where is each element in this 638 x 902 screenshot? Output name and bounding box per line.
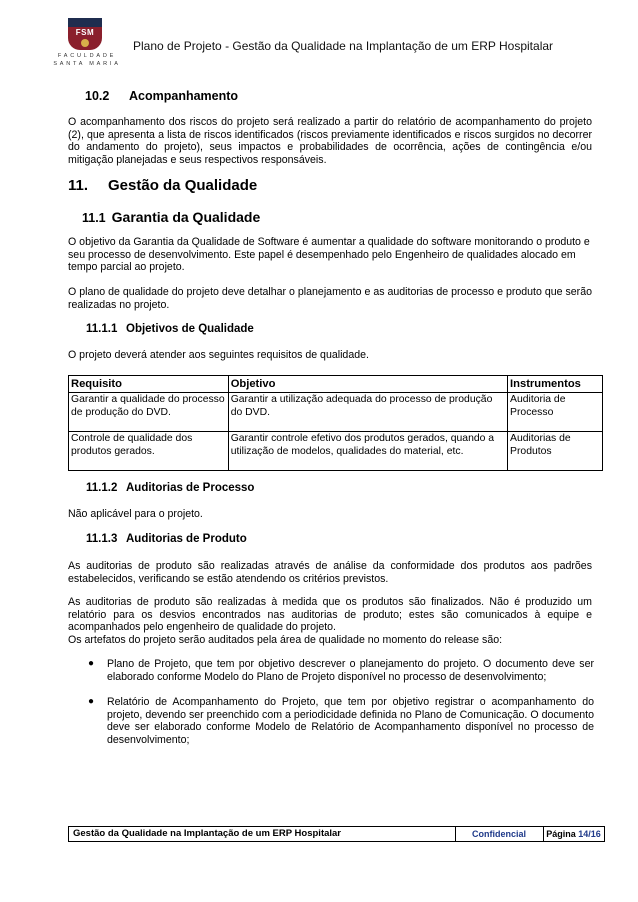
paragraph-garantia-1: O objetivo da Garantia da Qualidade de Software é aumentar a qualidade do software monitorando o produto e seu processo de desenvolvimento. Este papel é desempenhado pelo Engenheiro de qualidades alocado em tempo parcial ao projeto.	[68, 236, 590, 274]
bullet-icon: ●	[88, 658, 95, 669]
list-item-text: Relatório de Acompanhamento do Projeto, que tem por objetivo registrar o acompanhamento do projeto, devendo ser preenchido com a periodicidade definida no Plano de Comunicação. O documento deve ser elaborado conforme Modelo de Relatório de Acompanhamento disponível no processo de desenvolvimento;	[107, 696, 594, 746]
heading-title: Acompanhamento	[129, 89, 239, 103]
page-header	[48, 16, 598, 68]
heading-11-1-2	[86, 482, 254, 494]
paragraph-objetivos: O projeto deverá atender aos seguintes requisitos de qualidade.	[68, 349, 369, 361]
table-row	[69, 393, 603, 432]
list-item-text: Plano de Projeto, que tem por objetivo descrever o planejamento do projeto. O documento deve ser elaborado conforme Modelo do Plano de Projeto disponível no processo de desenvolvimento;	[107, 658, 594, 683]
table-cell: Auditorias de Produtos	[508, 432, 603, 471]
heading-11	[68, 177, 257, 194]
list-item	[88, 696, 594, 746]
logo-line-1: FACULDADE	[57, 53, 117, 59]
heading-title: Auditorias de Processo	[126, 482, 255, 494]
footer-doc-title: Gestão da Qualidade na Implantação de um ERP Hospitalar	[73, 828, 342, 839]
quality-requirements-table	[68, 375, 603, 471]
page-footer	[68, 826, 605, 842]
paragraph-auditorias-produto-1: As auditorias de produto são realizadas através de análise da conformidade dos produtos aos padrões estabelecidos, verificando se estão atendendo os critérios previstos.	[68, 560, 592, 585]
heading-number: 11.1.1	[86, 323, 118, 335]
table-header-row	[69, 376, 603, 393]
paragraph-acompanhamento: O acompanhamento dos riscos do projeto será realizado a partir do relatório de acompanhamento do projeto (2), que apresenta a lista de riscos identificados (riscos previamente identificados e riscos surgidos no decorrer do andamento do projeto), seus impactos e probabilidades de ocorrência, ações de contingência e/ou mitigação planejadas e seus respectivos responsáveis.	[68, 116, 592, 166]
table-cell: Auditoria de Processo	[508, 393, 603, 432]
table-cell: Controle de qualidade dos produtos gerados.	[69, 432, 229, 471]
heading-title: Auditorias de Produto	[126, 533, 247, 545]
heading-title: Objetivos de Qualidade	[126, 323, 254, 335]
header-title: Plano de Projeto - Gestão da Qualidade na Implantação de um ERP Hospitalar	[133, 39, 554, 53]
footer-page-number	[543, 827, 604, 841]
table-cell: Garantir controle efetivo dos produtos gerados, quando a utilização de modelos, qualidades do material, etc.	[228, 432, 507, 471]
heading-title: Garantia da Qualidade	[111, 209, 261, 225]
heading-11-1-1	[86, 323, 254, 335]
table-cell: Garantir a utilização adequada do processo de produção do DVD.	[228, 393, 507, 432]
column-header-instrumentos: Instrumentos	[508, 376, 603, 393]
heading-10-2	[85, 89, 238, 103]
heading-number: 11.1.2	[86, 482, 118, 494]
heading-number: 11.1.3	[86, 533, 118, 545]
table-row	[69, 432, 603, 471]
emblem-icon	[81, 39, 89, 47]
heading-11-1-3	[86, 533, 247, 545]
faculdade-logo	[48, 16, 126, 68]
page-label: Página	[546, 829, 576, 839]
paragraph-auditorias-produto-3: Os artefatos do projeto serão auditados pela área de qualidade no momento do release são:	[68, 634, 503, 646]
page-value: 14/16	[578, 829, 601, 839]
table-cell: Garantir a qualidade do processo de produção do DVD.	[69, 393, 229, 432]
paragraph-auditorias-processo: Não aplicável para o projeto.	[68, 508, 203, 520]
paragraph-auditorias-produto-2: As auditorias de produto são realizadas à medida que os produtos são finalizados. Não é produzido um relatório para os desvios encontrados nas auditorias de produto; estes são comunicados à equipe e acompanhados pelo engenheiro de qualidade do projeto.	[68, 596, 592, 634]
column-header-requisito: Requisito	[69, 376, 229, 393]
shield-icon	[68, 18, 102, 50]
bullet-icon: ●	[88, 696, 95, 707]
list-item	[88, 658, 594, 683]
paragraph-garantia-2: O plano de qualidade do projeto deve detalhar o planejamento e as auditorias de processo e produto que serão realizadas no projeto.	[68, 286, 592, 311]
logo-abbreviation: FSM	[75, 28, 95, 37]
logo-line-2: SANTA MARIA	[53, 61, 121, 67]
footer-classification: Confidencial	[471, 829, 526, 839]
heading-number: 11.1	[82, 211, 106, 225]
heading-number: 11.	[68, 177, 89, 194]
heading-11-1	[82, 209, 260, 225]
heading-title: Gestão da Qualidade	[108, 177, 258, 194]
column-header-objetivo: Objetivo	[228, 376, 507, 393]
heading-number: 10.2	[85, 89, 110, 103]
